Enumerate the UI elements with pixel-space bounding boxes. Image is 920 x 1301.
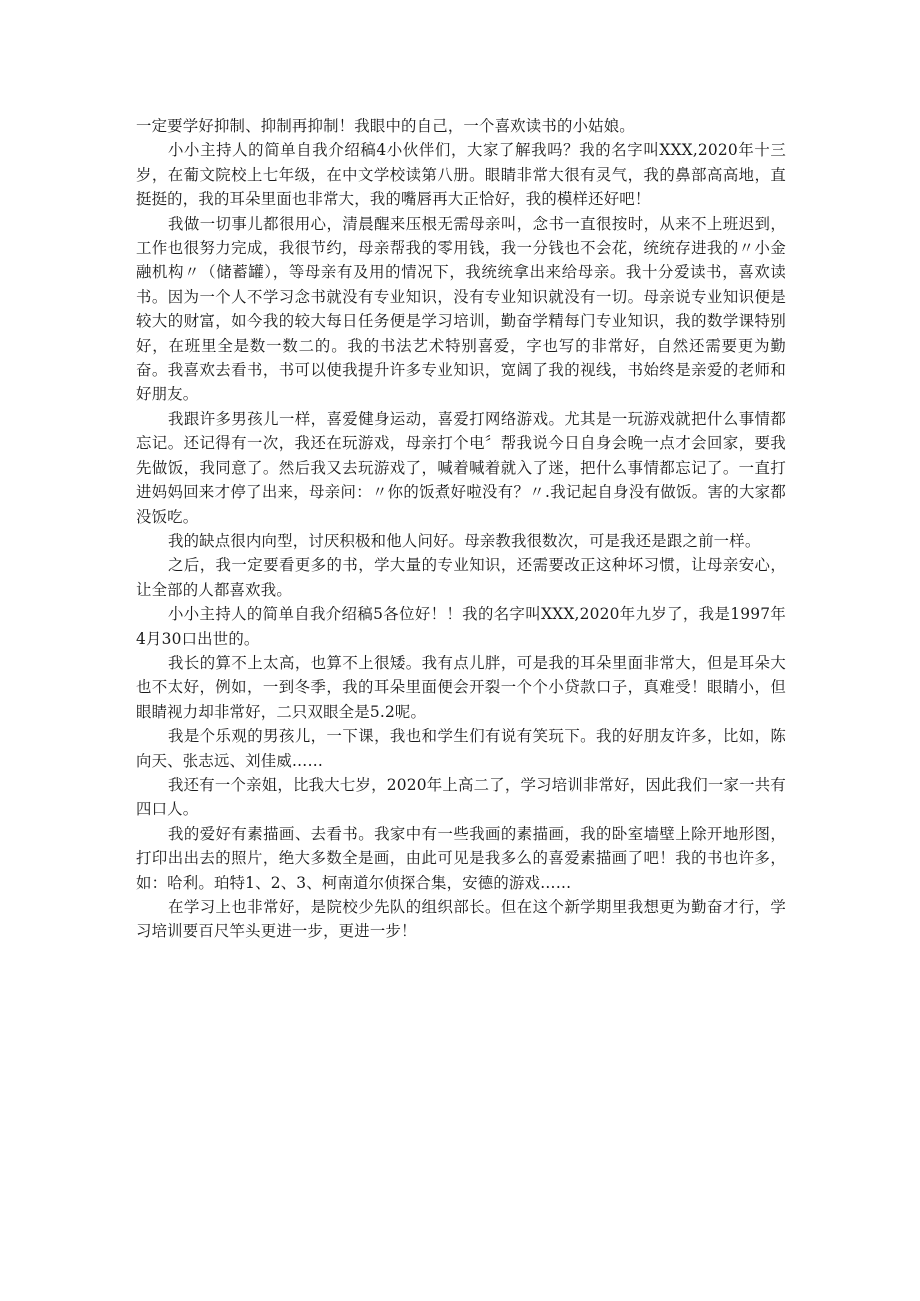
paragraph: 我长的算不上太高，也算不上很矮。我有点儿胖，可是我的耳朵里面非常大，但是耳朵大也不太好，例如，一到冬季，我的耳朵里面便会开裂一个个小贷款口子，真难受！眼睛小，但眼睛视力却非常好，二只双眼全是5.2呢。 xyxy=(136,653,786,721)
paragraph: 我跟许多男孩儿一样，喜爱健身运动，喜爱打网络游戏。尤其是一玩游戏就把什么事情都忘记。还记得有一次，我还在玩游戏，母亲打个电〞帮我说今日自身会晚一点才会回家，要我先做饭，我同意了。然后我又去玩游戏了，喊着喊着就入了迷，把什么事情都忘记了。一直打进妈妈回来才停了出来，母亲问：〃你的饭煮好啦没有？〃.我记起自身没有做饭。害的大家都没饭吃。 xyxy=(136,409,786,526)
paragraph: 我做一切事儿都很用心，清晨醒来压根无需母亲叫，念书一直很按时，从来不上班迟到，工作也很努力完成，我很节约，母亲帮我的零用钱，我一分钱也不会花，统统存进我的〃小金融机构〃（储蓄罐），等母亲有及用的情况下，我统统拿出来给母亲。我十分爱读书，喜欢读书。因为一个人不学习念书就没有专业知识，没有专业知识就没有一切。母亲说专业知识便是较大的财富，如今我的较大每日任务便是学习培训，勤奋学精每门专业知识，我的数学课特别好，在班里全是数一数二的。我的书法艺术特别喜爱，字也写的非常好，自然还需要更为勤奋。我喜欢去看书，书可以使我提升许多专业知识，宽阔了我的视线，书始终是亲爱的老师和好朋友。 xyxy=(136,214,786,404)
document-page xyxy=(136,114,786,944)
paragraph: 在学习上也非常好，是院校少先队的组织部长。但在这个新学期里我想更为勤奋才行，学习培训要百尺竿头更进一步，更进一步！ xyxy=(136,898,786,941)
paragraph: 之后，我一定要看更多的书，学大量的专业知识，还需要改正这种坏习惯，让母亲安心，让全部的人都喜欢我。 xyxy=(136,556,786,599)
paragraph: 我还有一个亲姐，比我大七岁，2020年上高二了，学习培训非常好，因此我们一家一共有四口人。 xyxy=(136,775,786,819)
paragraph: 我的爱好有素描画、去看书。我家中有一些我画的素描画，我的卧室墙壁上除开地形图，打印出出去的照片，绝大多数全是画，由此可见是我多么的喜爱素描画了吧！我的书也许多，如：哈利。珀特1、2、3、柯南道尔侦探合集，安德的游戏…… xyxy=(136,824,786,892)
paragraph: 我是个乐观的男孩儿，一下课，我也和学生们有说有笑玩下。我的好朋友许多，比如，陈向天、张志远、刘佳威…… xyxy=(136,727,786,770)
paragraph: 小小主持人的简单自我介绍稿5各位好！！我的名字叫XXX,2020年九岁了，我是1997年4月30口出世的。 xyxy=(136,605,786,648)
paragraph: 我的缺点很内向型，讨厌积极和他人问好。母亲教我很数次，可是我还是跟之前一样。 xyxy=(168,531,761,550)
paragraph: 一定要学好抑制、抑制再抑制！我眼中的自己，一个喜欢读书的小姑娘。 xyxy=(136,117,635,135)
paragraph: 小小主持人的简单自我介绍稿4小伙伴们，大家了解我吗？我的名字叫XXX,2020年十三岁，在葡文院校上七年级，在中文学校读第八册。眼睛非常大很有灵气，我的鼻部高高地，直挺挺的，我的耳朵里面也非常大，我的嘴唇再大正恰好，我的模样还好吧！ xyxy=(136,141,786,209)
